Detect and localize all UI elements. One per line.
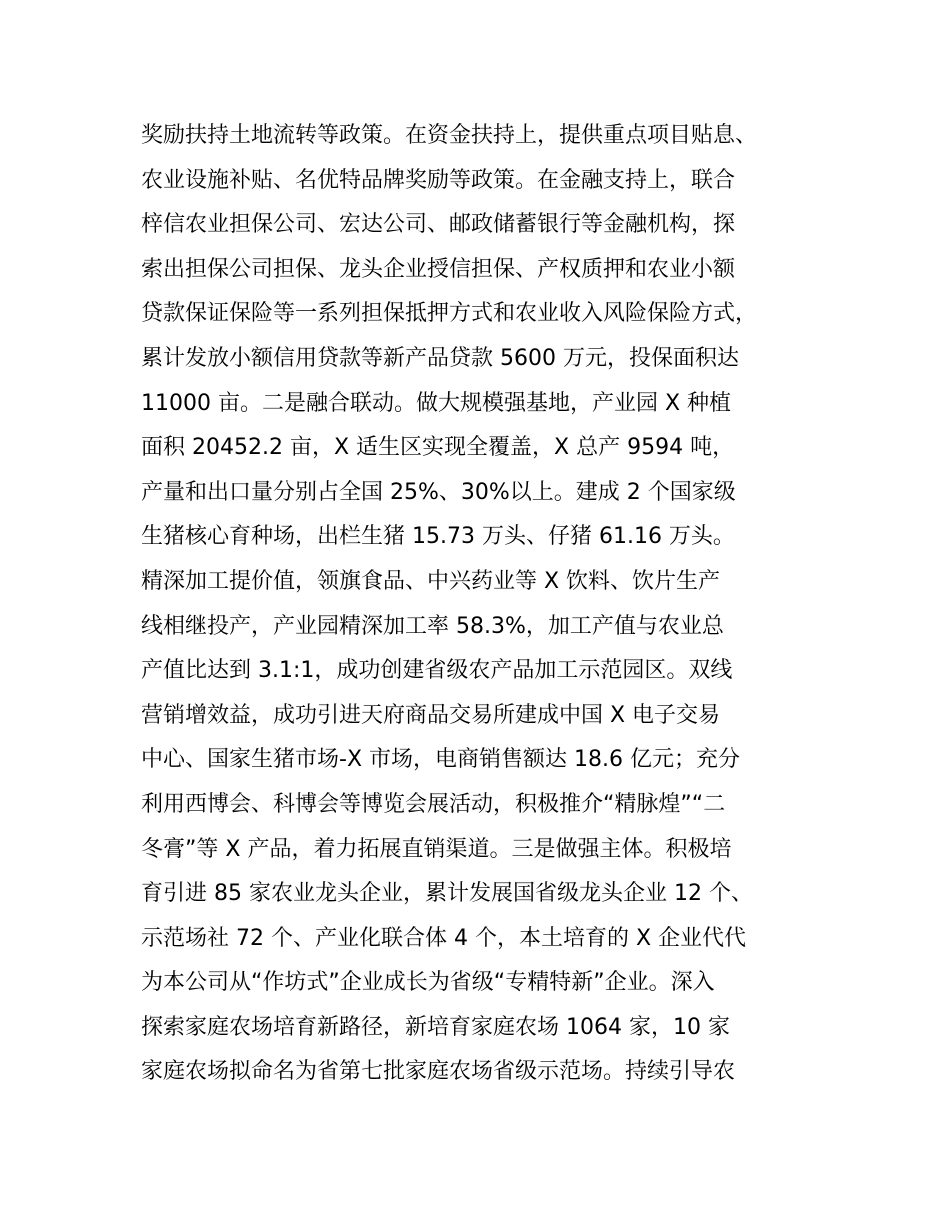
text-line: 生猪核心育种场，出栏生猪 15.73 万头、仔猪 61.16 万头。 (141, 524, 735, 550)
text-line: 贷款保证保险等一系列担保抵押方式和农业收入风险保险方式， (141, 301, 758, 327)
text-line: 奖励扶持土地流转等政策。在资金扶持上，提供重点项目贴息、 (141, 123, 758, 148)
text-line: 为本公司从“作坊式”企业成长为省级“专精特新”企业。深入 (141, 970, 715, 996)
text-line: 产值比达到 3.1:1，成功创建省级农产品加工示范园区。双线 (141, 658, 733, 684)
text-line: 累计发放小额信用贷款等新产品贷款 5600 万元，投保面积达 (141, 345, 739, 371)
text-line: 梓信农业担保公司、宏达公司、邮政储蓄银行等金融机构，探 (141, 212, 736, 238)
text-line: 索出担保公司担保、龙头企业授信担保、产权质押和农业小额 (141, 256, 736, 282)
text-line: 农业设施补贴、名优特品牌奖励等政策。在金融支持上，联合 (141, 167, 736, 193)
text-line: 精深加工提价值，领旗食品、中兴药业等 X 饮料、饮片生产 (141, 568, 721, 594)
text-line: 示范场社 72 个、产业化联合体 4 个，本土培育的 X 企业代代 (141, 925, 747, 951)
text-line: 产量和出口量分别占全国 25%、30%以上。建成 2 个国家级 (141, 479, 736, 505)
text-line: 育引进 85 家农业龙头企业，累计发展国省级龙头企业 12 个、 (141, 881, 753, 907)
text-line: 探索家庭农场培育新路径，新培育家庭农场 1064 家，10 家 (141, 1014, 730, 1040)
text-line: 中心、国家生猪市场-X 市场，电商销售额达 18.6 亿元；充分 (141, 747, 740, 773)
text-line: 家庭农场拟命名为省第七批家庭农场省级示范场。持续引导农 (141, 1059, 736, 1085)
text-line: 冬膏”等 X 产品，着力拓展直销渠道。三是做强主体。积极培 (141, 836, 732, 862)
body-paragraph (141, 114, 841, 1095)
text-line: 线相继投产，产业园精深加工率 58.3%，加工产值与农业总 (141, 613, 724, 639)
text-line: 面积 20452.2 亩，X 适生区实现全覆盖，X 总产 9594 吨， (141, 435, 735, 461)
text-line: 利用西博会、科博会等博览会展活动，积极推介“精脉煌”“二 (141, 791, 726, 817)
text-line: 营销增效益，成功引进天府商品交易所建成中国 X 电子交易 (141, 702, 721, 728)
text-line: 11000 亩。二是融合联动。做大规模强基地，产业园 X 种植 (141, 390, 732, 416)
